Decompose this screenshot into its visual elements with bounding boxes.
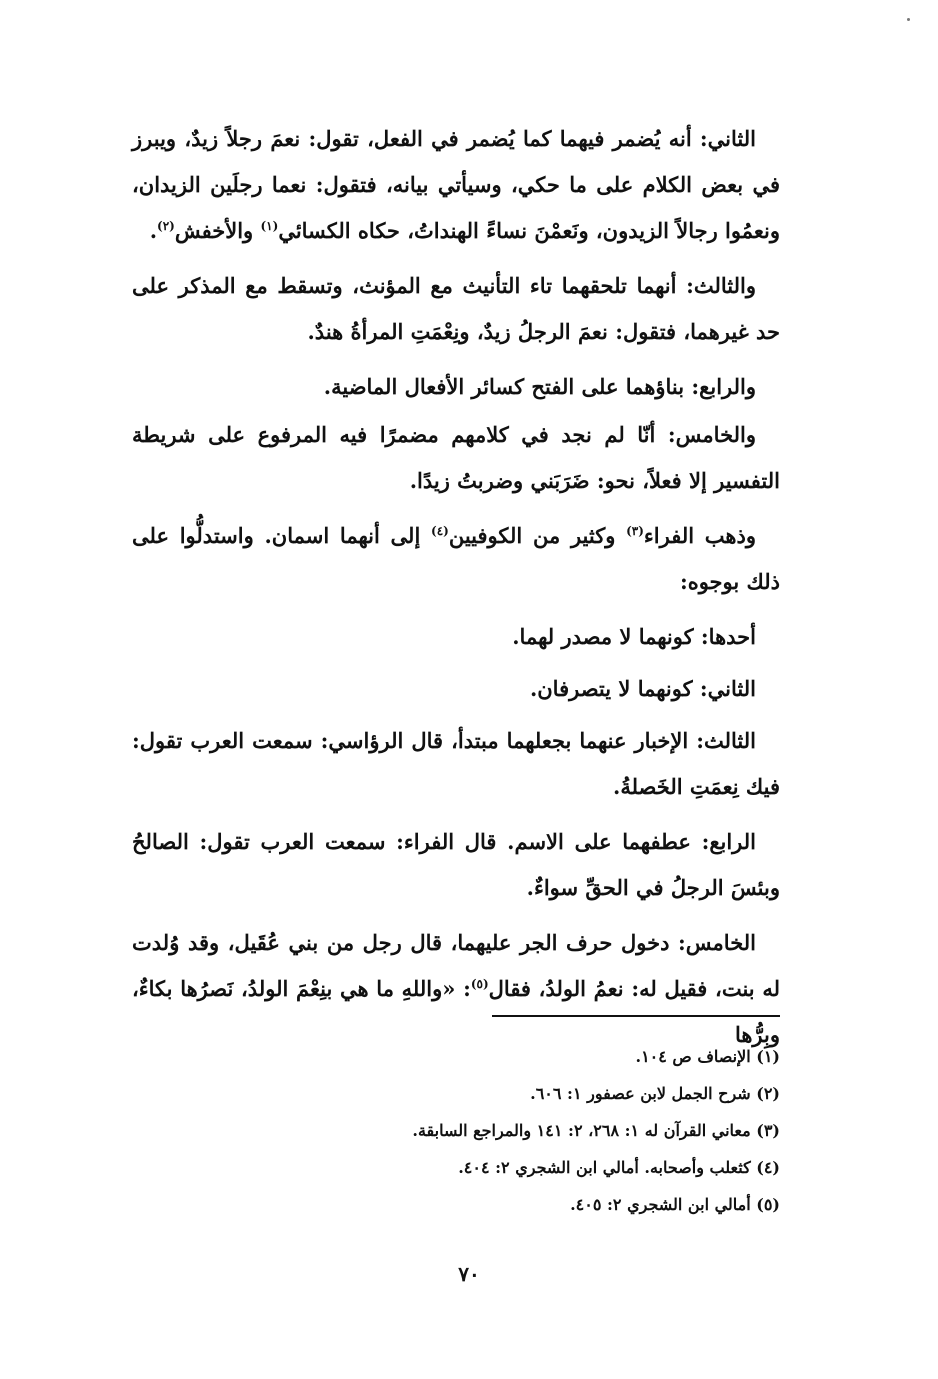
footnote-ref-5[interactable]: (٥) — [470, 977, 489, 991]
paragraph-text: أحدها: كونهما لا مصدر لهما. — [512, 624, 756, 649]
scan-speck — [907, 18, 910, 21]
footnotes-block — [132, 1038, 780, 1223]
evidence-first — [132, 614, 780, 660]
paragraph-fifth-reason — [132, 412, 780, 504]
paragraph-third-reason — [132, 263, 780, 355]
paragraph-text: والأخفش — [174, 218, 261, 243]
paragraph-text: : «واللهِ ما هي بنِعْمَ الولدُ، نَصرُها بكاءٌ، وبِرُّها — [132, 976, 780, 1047]
paragraph-text: الثاني: كونهما لا يتصرفان. — [529, 676, 756, 701]
evidence-third — [132, 718, 780, 810]
footnote-ref-1[interactable]: (١) — [260, 219, 279, 233]
evidence-second — [132, 666, 780, 712]
evidence-fourth — [132, 819, 780, 911]
paragraph-fourth-reason — [132, 364, 780, 410]
paragraph-text: والخامس: أنّا لم نجد في كلامهم مضمرًا فيه المرفوع على شريطة التفسير إلا فعلاً، نحو: ضَرَبَني وضربتُ زيدًا. — [132, 422, 780, 493]
paragraph-text: والثالث: أنهما تلحقهما تاء التأنيث مع المؤنث، وتسقط مع المذكر على حد غيرهما، فتقول: نعمَ الرجلُ زيدٌ، ونِعْمَتِ المرأةُ هندٌ. — [132, 273, 780, 344]
paragraph-text: الخامس: دخول حرف الجر عليهما، قال رجل من بني عُقَيل، وقد وُلدت له بنت، فقيل له: نعمُ الولدُ، فقال — [132, 930, 781, 1001]
main-text-block — [132, 116, 780, 1067]
paragraph-text: وكثير من الكوفيين — [448, 523, 627, 548]
paragraph-text: الثالث: الإخبار عنهما بجعلهما مبتدأ، قال الرؤاسي: سمعت العرب تقول: فيك نِعمَتِ الخَصلةُ. — [132, 728, 780, 799]
paragraph-text: الرابع: عطفهما على الاسم. قال الفراء: سمعت العرب تقول: الصالحُ وبئسَ الرجلُ في الحقِّ سواءٌ. — [132, 829, 780, 900]
footnote-ref-2[interactable]: (٢) — [157, 219, 175, 233]
footnote-ref-3[interactable]: (٣) — [626, 524, 644, 538]
footnote-5: (٥) أمالي ابن الشجري ٢: ٤٠٥. — [570, 1195, 780, 1214]
footnote-1: (١) الإنصاف ص ١٠٤. — [635, 1047, 780, 1066]
footnote-separator — [492, 1015, 780, 1017]
paragraph-farra-view — [132, 513, 780, 605]
paragraph-text: الثاني: أنه يُضمر فيهما كما يُضمر في الفعل، تقول: نعمَ رجلاً زيدٌ، ويبرز في بعض الكلام على ما حكي، وسيأتي بيانه، فتقول: نعما رجلَين الزيدان، ونعمُوا رجالاً الزيدون، ونَعمْنَ نساءً الهنداتُ، حكاه الكسائي — [132, 126, 780, 243]
footnote-4: (٤) كثعلب وأصحابه. أمالي ابن الشجري ٢: ٤٠٤. — [458, 1158, 780, 1177]
footnote-3: (٣) معاني القرآن له ١: ٢٦٨، ٢: ١٤١ والمراجع السابقة. — [412, 1121, 780, 1140]
paragraph-text: . — [149, 218, 158, 243]
page-number: ٧٠ — [458, 1262, 480, 1286]
paragraph-text: وذهب الفراء — [643, 523, 756, 548]
paragraph-text: والرابع: بناؤهما على الفتح كسائر الأفعال الماضية. — [323, 374, 756, 399]
footnote-ref-4[interactable]: (٤) — [431, 524, 449, 538]
paragraph-second-reason — [132, 116, 780, 254]
paragraph-text: إلى أنهما اسمان. واستدلُّوا على ذلك بوجوه: — [132, 523, 780, 594]
footnote-2: (٢) شرح الجمل لابن عصفور ١: ٦٠٦. — [530, 1084, 780, 1103]
